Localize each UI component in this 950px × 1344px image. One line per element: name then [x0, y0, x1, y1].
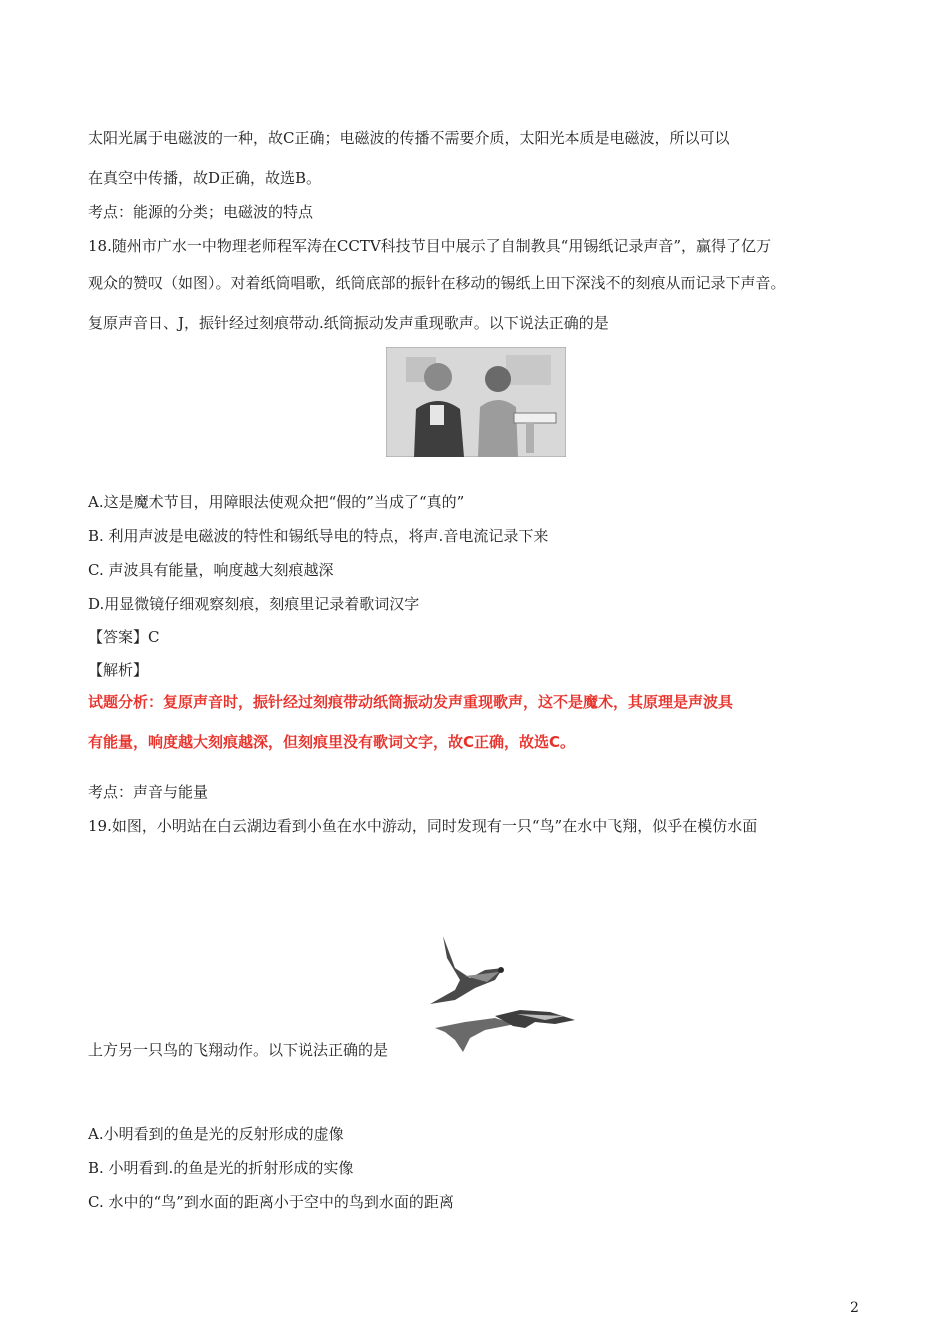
- q19-bird-figure: [425, 928, 585, 1058]
- q18-analysis-line-1: 试题分析：复原声音时，振针经过刻痕带动纸筒振动发声重现歌声，这不是魔术，其原理是声波具: [88, 693, 734, 711]
- q18-analysis-label: 【解析】: [88, 661, 149, 679]
- q19-stem-line-1: 19.如图，小明站在白云湖边看到小鱼在水中游动，同时发现有一只“鸟”在水中飞翔，似乎在模仿水面: [88, 817, 758, 835]
- q18-analysis-line-2: 有能量，响度越大刻痕越深，但刻痕里没有歌词文字，故C正确，故选C。: [88, 733, 576, 751]
- q18-answer: 【答案】C: [88, 628, 160, 646]
- q18-stem-line-3: 复原声音日、J，振针经过刻痕带动.纸筒振动发声重现歌声。以下说法正确的是: [88, 314, 609, 332]
- q18-option-d: D.用显微镜仔细观察刻痕，刻痕里记录着歌词汉字: [88, 595, 420, 613]
- prev-kaodian: 考点：能源的分类；电磁波的特点: [88, 203, 314, 221]
- prev-answer-line-2: 在真空中传播，故D正确，故选B。: [88, 169, 322, 187]
- q18-option-a: A.这是魔术节目，用障眼法使观众把“假的”当成了“真的”: [88, 493, 465, 511]
- q19-option-c: C. 水中的“鸟”到水面的距离小于空中的鸟到水面的距离: [88, 1193, 454, 1211]
- prev-answer-line-1: 太阳光属于电磁波的一种，故C正确；电磁波的传播不需要介质，太阳光本质是电磁波，所以可以: [88, 129, 730, 147]
- q18-option-b: B. 利用声波是电磁波的特性和锡纸导电的特点，将声.音电流记录下来: [88, 527, 549, 545]
- q18-stem-line-1: 18.随州市广水一中物理老师程军涛在CCTV科技节目中展示了自制教具“用锡纸记录声音”，赢得了亿万: [88, 237, 771, 255]
- page-number: 2: [850, 1300, 859, 1316]
- q18-kaodian: 考点：声音与能量: [88, 783, 209, 801]
- q18-stem-line-2: 观众的赞叹（如图）。对着纸筒唱歌，纸筒底部的振针在移动的锡纸上田下深浅不的刻痕从而记录下声音。: [88, 274, 786, 292]
- q19-option-b: B. 小明看到.的鱼是光的折射形成的实像: [88, 1159, 354, 1177]
- q18-option-c: C. 声波具有能量，响度越大刻痕越深: [88, 561, 334, 579]
- q19-option-a: A.小明看到的鱼是光的反射形成的虚像: [88, 1125, 344, 1143]
- q18-photo: [386, 347, 566, 457]
- q19-stem-line-2: 上方另一只鸟的飞翔动作。以下说法正确的是: [88, 1041, 389, 1059]
